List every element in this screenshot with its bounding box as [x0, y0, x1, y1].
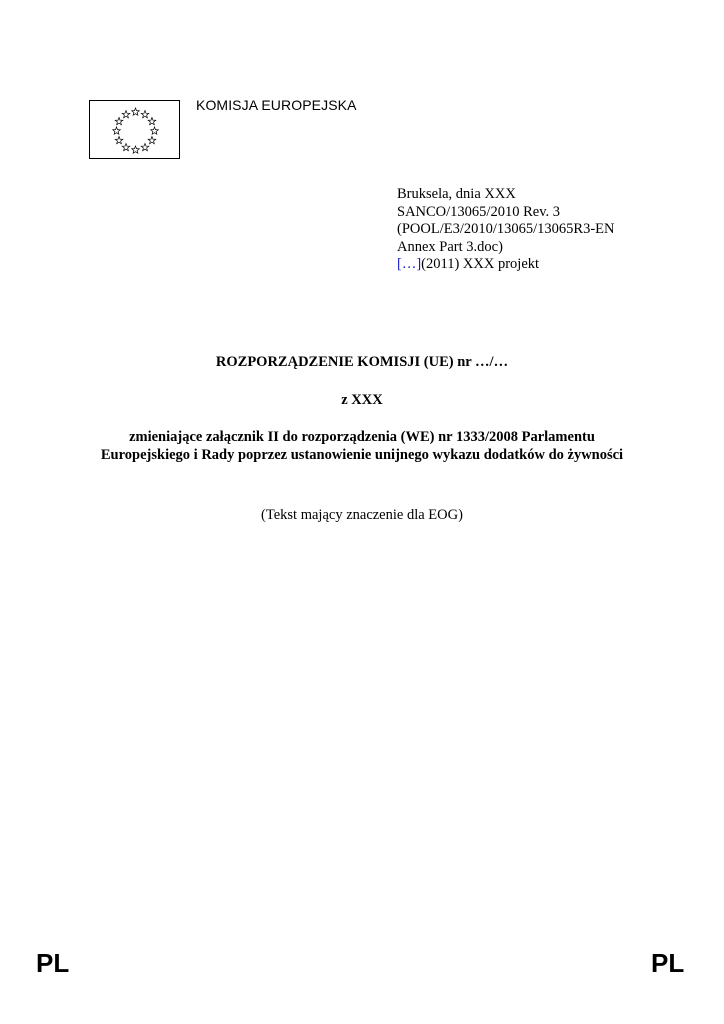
star-icon [151, 127, 159, 134]
star-icon [148, 137, 156, 144]
subject-line-1: zmieniające załącznik II do rozporządzenia (WE) nr 1333/2008 Parlamentu [129, 429, 595, 445]
star-icon [122, 111, 130, 118]
reference-line-2: (POOL/E3/2010/13065/13065R3-EN [397, 221, 615, 237]
star-icon [122, 143, 130, 150]
subject-line-2: Europejskiego i Rady poprzez ustanowienie unijnego wykazu dodatków do żywności [100, 446, 624, 463]
star-icon [141, 111, 149, 118]
star-icon [115, 137, 123, 144]
eu-flag-stars-icon [90, 101, 181, 160]
language-code-left: PL [36, 948, 70, 978]
reference-line-3: Annex Part 3.doc) [397, 238, 503, 255]
reference-line-1: SANCO/13065/2010 Rev. 3 [397, 203, 560, 220]
star-icon [132, 108, 140, 115]
eu-logo [89, 100, 180, 159]
star-icon [115, 118, 123, 125]
star-icon [132, 146, 140, 153]
star-icon [113, 127, 121, 134]
document-title: ROZPORZĄDZENIE KOMISJI (UE) nr …/… [215, 354, 509, 370]
reference-line-4 [397, 256, 615, 274]
star-icon [148, 118, 156, 125]
language-code-right: PL [651, 948, 685, 978]
star-icon [141, 143, 149, 150]
document-subject [0, 429, 724, 464]
document-meta [397, 186, 615, 274]
date-line: Bruksela, dnia XXX [397, 186, 516, 202]
institution-name: KOMISJA EUROPEJSKA [196, 97, 357, 113]
document-date: z XXX [341, 392, 383, 408]
reference-number: (2011) XXX projekt [421, 256, 540, 272]
reference-placeholder: […] [397, 256, 422, 272]
eea-relevance-note: (Tekst mający znaczenie dla EOG) [261, 507, 463, 523]
